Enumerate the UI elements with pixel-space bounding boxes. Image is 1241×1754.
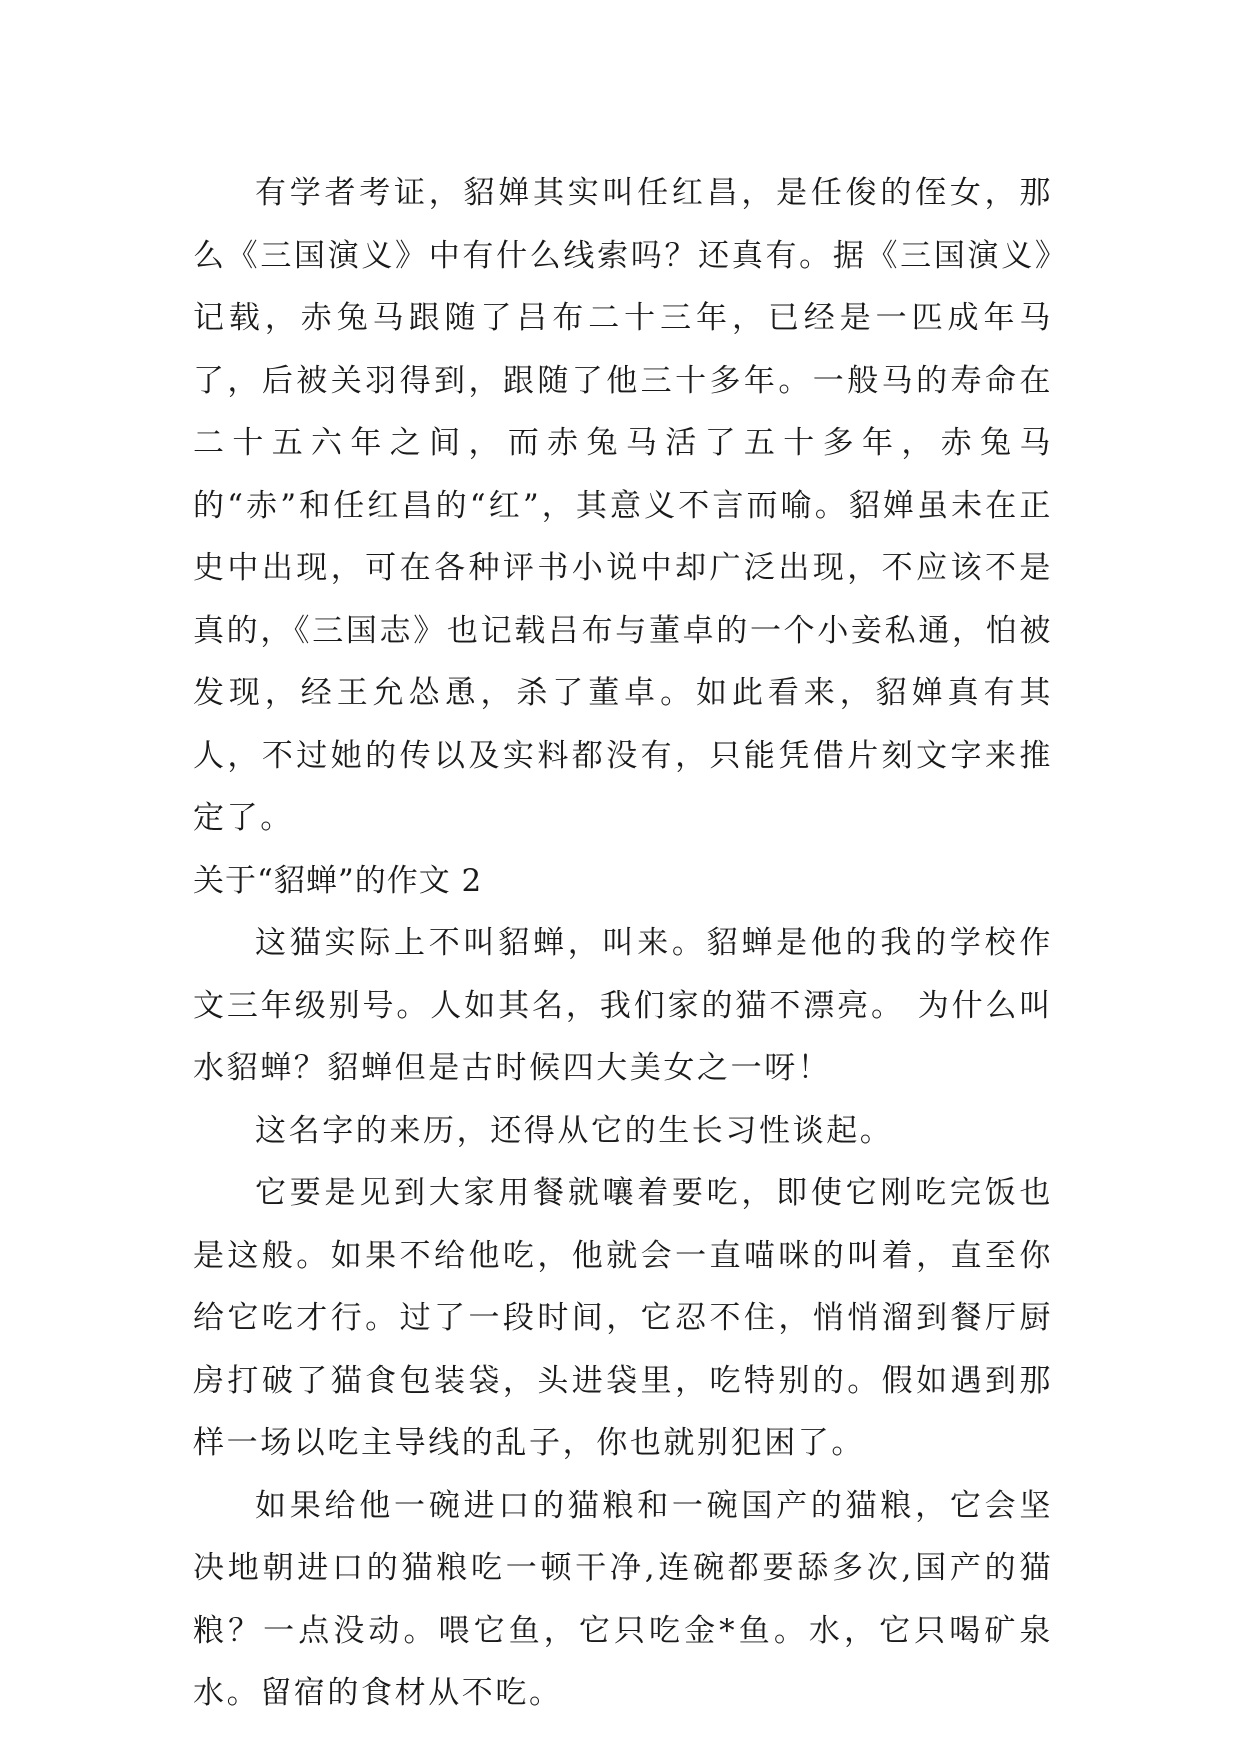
body-paragraph: 有学者考证，貂婵其实叫任红昌，是任俊的侄女，那么《三国演义》中有什么线索吗？还真有。据《三国演义》记载，赤兔马跟随了吕布二十三年，已经是一匹成年马了，后被关羽得到，跟随了他三十多年。一般马的寿命在二十五六年之间，而赤兔马活了五十多年，赤兔马的“赤”和任红昌的“红”，其意义不言而喻。貂婵虽未在正史中出现，可在各种评书小说中却广泛出现，不应该不是真的，《三国志》也记载吕布与董卓的一个小妾私通，怕被发现，经王允怂恿，杀了董卓。如此看来，貂婵真有其人，不过她的传以及实料都没有，只能凭借片刻文字来推定了。 (193, 175, 1053, 836)
body-paragraph: 它要是见到大家用餐就嚷着要吃，即使它刚吃完饭也是这般。如果不给他吃，他就会一直喵咪的叫着，直至你给它吃才行。过了一段时间，它忍不住，悄悄溜到餐厅厨房打破了猫食包装袋，头进袋里，吃特别的。假如遇到那样一场以吃主导线的乱子，你也就别犯困了。 (193, 1175, 1053, 1461)
section-heading: 关于“貂蝉”的作文 2 (193, 862, 483, 899)
body-paragraph: 如果给他一碗进口的猫粮和一碗国产的猫粮，它会坚决地朝进口的猫粮吃一顿干净,连碗都要舔多次,国产的猫粮？一点没动。喂它鱼，它只吃金*鱼。水，它只喝矿泉水。留宿的食材从不吃。 (193, 1487, 1053, 1711)
body-paragraph: 这猫实际上不叫貂蝉，叫来。貂蝉是他的我的学校作文三年级别号。人如其名，我们家的猫不漂亮。 为什么叫水貂蝉？貂蝉但是古时候四大美女之一呀！ (193, 925, 1053, 1086)
document-body (193, 162, 1053, 1725)
body-paragraph: 这名字的来历，还得从它的生长习性谈起。 (255, 1112, 894, 1149)
